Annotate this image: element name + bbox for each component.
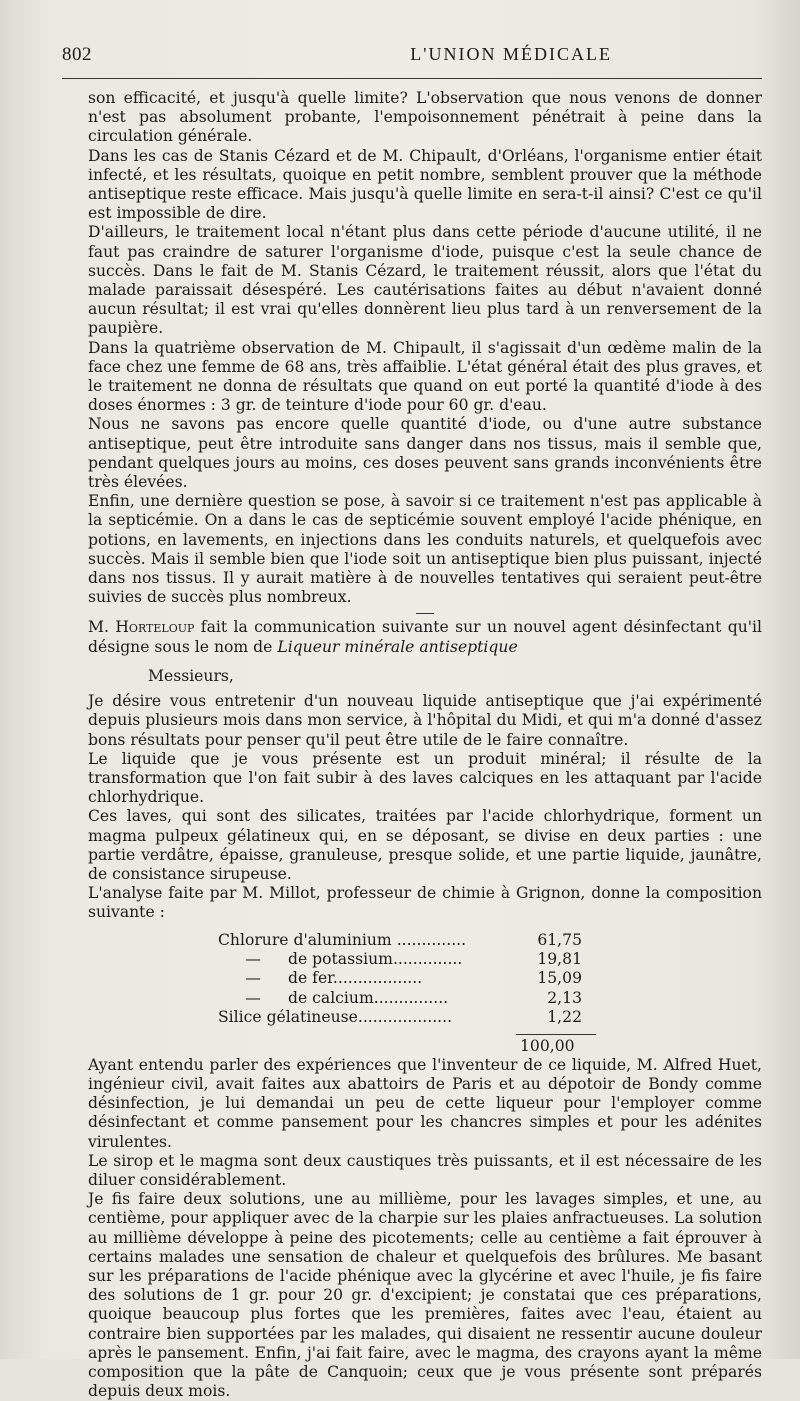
table-row (218, 950, 582, 969)
paragraph: Le liquide que je vous présente est un produit minéral; il résulte de la transformation que l'on fait subir à des laves calciques en les attaquant par l'acide chlorhydrique. (88, 749, 762, 807)
section-separator (416, 613, 434, 614)
leader-dots: ............... (373, 988, 449, 1007)
table-row (218, 1008, 582, 1027)
paragraph: Le sirop et le magma sont deux caustiques très puissants, et il est nécessaire de les diluer considérablement. (88, 1151, 762, 1189)
component-name: Silice gélatineuse (218, 1008, 358, 1027)
component-value: 19,81 (537, 949, 582, 968)
paragraph: Dans la quatrième observation de M. Chipault, il s'agissait d'un œdème malin de la face chez une femme de 68 ans, très affaiblie. L'état général était des plus graves, et le traitement ne donna de résultats que quand on eut porté la quantité d'iode à des doses énormes : 3 gr. de teinture d'iode pour 60 gr. d'eau. (88, 338, 762, 415)
component-name: de calcium (288, 988, 374, 1007)
component-dash: — (245, 949, 261, 968)
component-name: de fer (288, 969, 333, 988)
agent-name: Liqueur minérale antiseptique (277, 637, 518, 656)
paragraph: Je fis faire deux solutions, une au millième, pour les lavages simples, et une, au centième, pour appliquer avec de la charpie sur les plaies anfractueuses. La solution au millième développe à peine des picotements; celle au centième a fait éprouver à certains malades une sensation de chaleur et quelquefois des brûlures. Me basant sur les préparations de l'acide phénique avec la glycérine et avec l'huile, je fis faire des solutions de 1 gr. pour 20 gr. d'excipient; je constatai que ces préparations, quoique beaucoup plus fortes que les premières, faites avec l'eau, étaient au contraire bien supportées par les malades, qui disaient ne ressentir aucune douleur après le pansement. Enfin, j'ai fait faire, avec le magma, des crayons ayant la même composition que la pâte de Canquoin; ceux que je vous présente sont préparés depuis deux mois. (88, 1190, 762, 1401)
component-name: de potassium (288, 949, 393, 968)
component-dash: — (245, 969, 261, 988)
table-row (218, 931, 582, 950)
communication-intro (88, 618, 762, 656)
leader-dots: .............. (396, 930, 467, 949)
page-header (62, 44, 762, 72)
component-value: 1,22 (547, 1008, 582, 1027)
intro-text: fait la communication suivante sur un nouvel agent désinfectant qu'il désigne sous le nom de (88, 618, 762, 656)
article-body (88, 89, 762, 1401)
paragraph: D'ailleurs, le traitement local n'étant plus dans cette période d'aucune utilité, il ne faut pas craindre de saturer l'organisme d'iode, puisque c'est la seule chance de succès. Dans le fait de M. Stanis Cézard, le traitement réussit, alors que l'état du malade paraissait désespéré. Les cautérisations faites au début n'avaient donné aucun résultat; il est vrai qu'elles donnèrent lieu plus tard à un renversement de la paupière. (88, 223, 762, 338)
composition-table (218, 931, 582, 1028)
author-prefix: M. (88, 618, 109, 637)
composition-total: 100,00 (520, 1036, 575, 1055)
component-value: 15,09 (537, 969, 582, 988)
page-number: 802 (62, 44, 92, 65)
paragraph: Je désire vous entretenir d'un nouveau liquide antiseptique que j'ai expérimenté depuis plusieurs mois dans mon service, à l'hôpital du Midi, et qui m'a donné d'assez bons résultats pour penser qu'il peut être utile de le faire connaître. (88, 692, 762, 749)
component-value: 2,13 (547, 988, 582, 1007)
author-name: Horteloup (115, 618, 195, 637)
table-row (218, 969, 582, 988)
paragraph: Ayant entendu parler des expériences que l'inventeur de ce liquide, M. Alfred Huet, ingénieur civil, avait faites aux abattoirs de Paris et au dépotoir de Bondy comme désinfection, je lui demandai un peu de cette liqueur pour l'employer comme désinfectant et comme pansement pour les chancres simples et pour les adénites virulentes. (88, 1055, 762, 1151)
paragraph: Enfin, une dernière question se pose, à savoir si ce traitement n'est pas applicable à la septicémie. On a dans le cas de septicémie souvent employé l'acide phénique, en potions, en lavements, en injections dans les conduits naturels, et quelquefois avec succès. Mais il semble bien que l'iode soit un antiseptique bien plus puissant, injecté dans nos tissus. Il y aurait matière à de nouvelles tentatives qui seraient peut-être suivies de succès plus nombreux. (88, 492, 762, 607)
paragraph: Dans les cas de Stanis Cézard et de M. Chipault, d'Orléans, l'organisme entier était infecté, et les résultats, quoique en petit nombre, semblent prouver que la méthode antiseptique reste efficace. Mais jusqu'à quelle limite en sera-t-il ainsi? C'est ce qu'il est impossible de dire. (88, 146, 762, 223)
paragraph: L'analyse faite par M. Millot, professeur de chimie à Grignon, donne la composition suivante : (88, 884, 762, 922)
component-value: 61,75 (537, 930, 582, 949)
total-rule (516, 1034, 596, 1035)
communication (88, 618, 762, 1401)
leader-dots: .................. (332, 969, 423, 988)
header-rule (62, 78, 762, 79)
journal-title: L'UNION MÉDICALE (410, 44, 612, 64)
paragraph: son efficacité, et jusqu'à quelle limite? L'observation que nous venons de donner n'est pas absolument probante, l'empoisonnement pénétrait à peine dans la circulation générale. (88, 89, 762, 146)
paragraph: Nous ne savons pas encore quelle quantité d'iode, ou d'une autre substance antiseptique, peut être introduite sans danger dans nos tissus, mais il semble que, pendant quelques jours au moins, ces doses peuvent sans grands inconvénients être très élevées. (88, 415, 762, 492)
leader-dots: ................... (357, 1008, 453, 1027)
component-dash: — (245, 988, 261, 1007)
table-row (218, 989, 582, 1008)
leader-dots: .............. (392, 949, 463, 968)
salutation: Messieurs, (148, 666, 234, 685)
paragraph: Ces laves, qui sont des silicates, traitées par l'acide chlorhydrique, forment un magma pulpeux gélatineux qui, en se déposant, se divise en deux parties : une partie verdâtre, épaisse, granuleuse, presque solide, et une partie liquide, jaunâtre, de consistance sirupeuse. (88, 807, 762, 883)
component-name: Chlorure d'aluminium (218, 930, 392, 949)
